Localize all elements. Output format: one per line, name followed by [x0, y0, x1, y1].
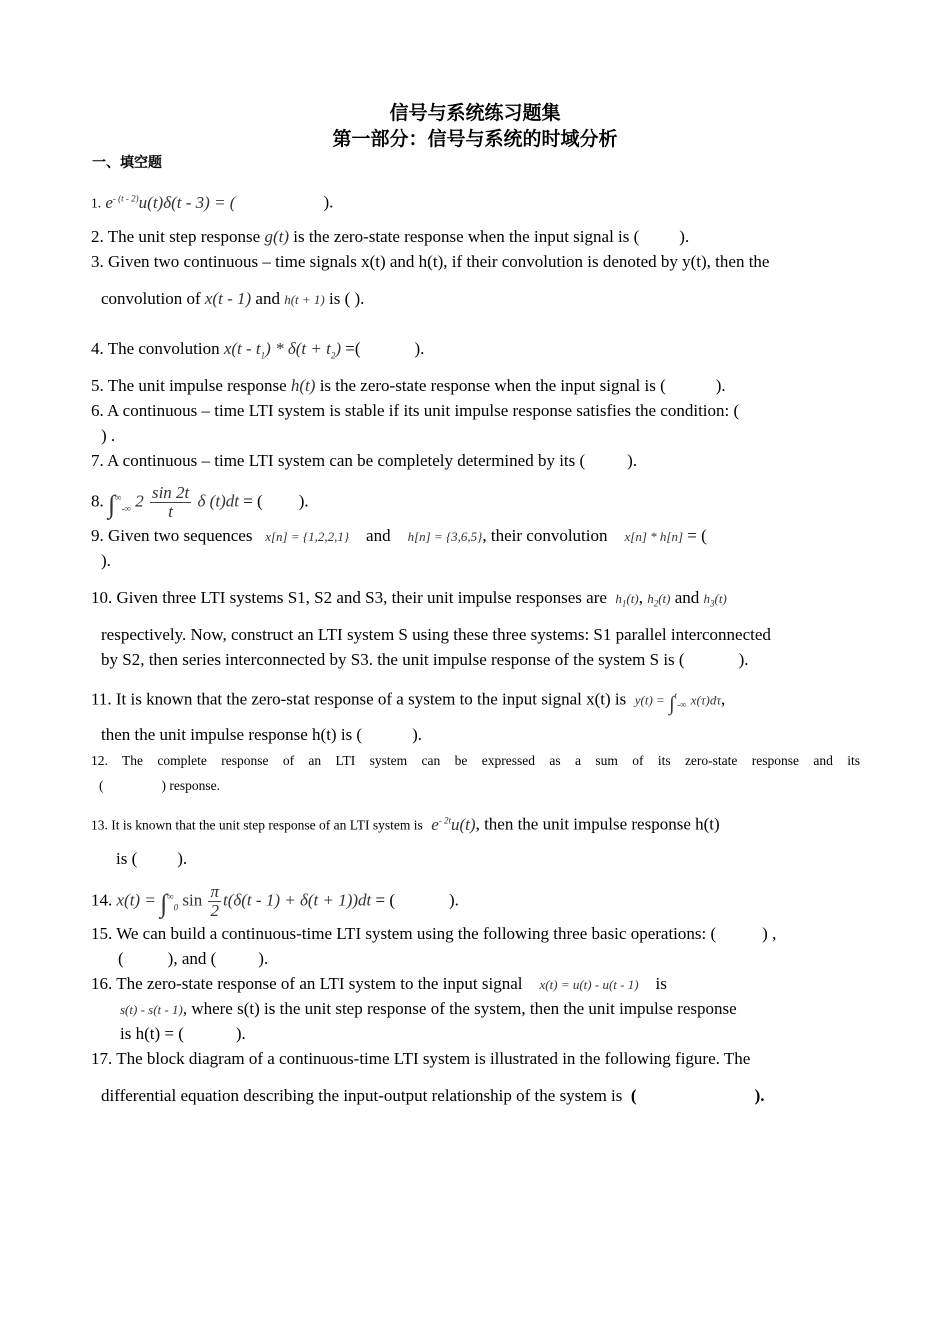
question-3: 3. Given two continuous – time signals x(t) and h(t), if their convolution is denoted by y(t), then the [91, 252, 770, 271]
question-14: 14. $x(t) = \int^\infty_0$ sin $\frac{\pi}{2}$ t(δ(t - 1) + δ(t + 1))dt = ( ). [91, 882, 459, 921]
question-10-line-2: respectively. Now, construct an LTI system S using these three systems: S1 parallel interconnected [101, 625, 771, 644]
question-11-line-2: then the unit impulse response h(t) is ( ). [101, 725, 423, 744]
equation: $e^{- (t - 2)}u(t)\delta(t - 3)$ = ( [105, 192, 236, 212]
question-16-line-3: is h(t) = ( ). [120, 1024, 246, 1043]
question-5: 5. The unit impulse response h(t) is the zero-state response when the input signal is ( ). [91, 376, 726, 395]
question-1: 1. $e^{- (t - 2)}u(t)\delta(t - 3)$ = ( ). [91, 192, 334, 212]
equation: $x(t - t_1) * \delta(t + t_2)$ [223, 339, 341, 361]
fraction: $\frac{\sin 2t}{t}$ [151, 483, 190, 522]
question-10: 10. Given three LTI systems S1, S2 and S3, their unit impulse responses are $h_1(t)$, $h_2(t)$ and $h_3(t)$ [91, 588, 727, 609]
question-4: 4. The convolution $x(t - t_1) * \delta(t + t_2)$ =( ). [91, 339, 425, 361]
document-title: 信号与系统练习题集 [389, 102, 561, 124]
question-16: 16. The zero-state response of an LTI system to the input signal x(t) = u(t) - u(t - 1) is [91, 974, 667, 993]
question-17-line-2: differential equation describing the input-output relationship of the system is ( ). [101, 1086, 765, 1105]
question-15-line-2: ( ), and ( ). [118, 949, 269, 968]
question-10-line-3: by S2, then series interconnected by S3. the unit impulse response of the system S is ( ). [101, 650, 749, 669]
fraction: $\frac{\pi}{2}$ [210, 882, 219, 921]
question-12-line-2: ( ) response. [99, 778, 220, 793]
question-13: 13. It is known that the unit step response of an LTI system is $e^{- 2t}u(t)$, then the unit impulse response h(t) [91, 814, 720, 834]
question-16-line-2: s(t) - s(t - 1), where s(t) is the unit step response of the system, then the unit impulse response [120, 999, 737, 1018]
question-12: 12. The complete response of an LTI system can be expressed as a sum of its zero-state response and its [91, 753, 860, 768]
question-3-line-2: convolution of x(t - 1) and h(t + 1) is ( ). [101, 289, 365, 308]
section-heading: 一、填空题 [92, 155, 162, 171]
question-11: 11. It is known that the zero-stat response of a system to the input signal x(t) is y(t) = ∫$^t_{-\infty}$ x(τ)dτ, [91, 689, 726, 716]
question-13-line-2: is ( ). [116, 849, 188, 868]
integral: $\int^\infty_0$ [160, 888, 179, 918]
question-9: 9. Given two sequences x[n] = {1,2,2,1} and h[n] = {3,6,5}, their convolution x[n] * h[n] = ( [91, 526, 707, 545]
question-8: 8. $\int^\infty_{-\infty}$ 2 $\frac{\sin 2t}{t}$ δ (t)dt = ( ). [91, 483, 309, 522]
document-subtitle: 第一部分：信号与系统的时域分析 [332, 128, 618, 150]
question-6-line-2: ) . [101, 426, 116, 445]
integral: ∫$^t_{-\infty}$ [669, 691, 687, 716]
question-7: 7. A continuous – time LTI system can be completely determined by its ( ). [91, 451, 638, 470]
question-2: 2. The unit step response g(t) is the zero-state response when the input signal is ( ). [91, 227, 690, 246]
question-17: 17. The block diagram of a continuous-time LTI system is illustrated in the following figure. The [91, 1049, 751, 1068]
question-9-line-2: ). [101, 551, 111, 570]
integral: $\int^\infty_{-\infty}$ [108, 489, 131, 519]
question-15: 15. We can build a continuous-time LTI system using the following three basic operations: ( ) , [91, 924, 777, 943]
question-6: 6. A continuous – time LTI system is stable if its unit impulse response satisfies the condition: ( [91, 401, 740, 420]
